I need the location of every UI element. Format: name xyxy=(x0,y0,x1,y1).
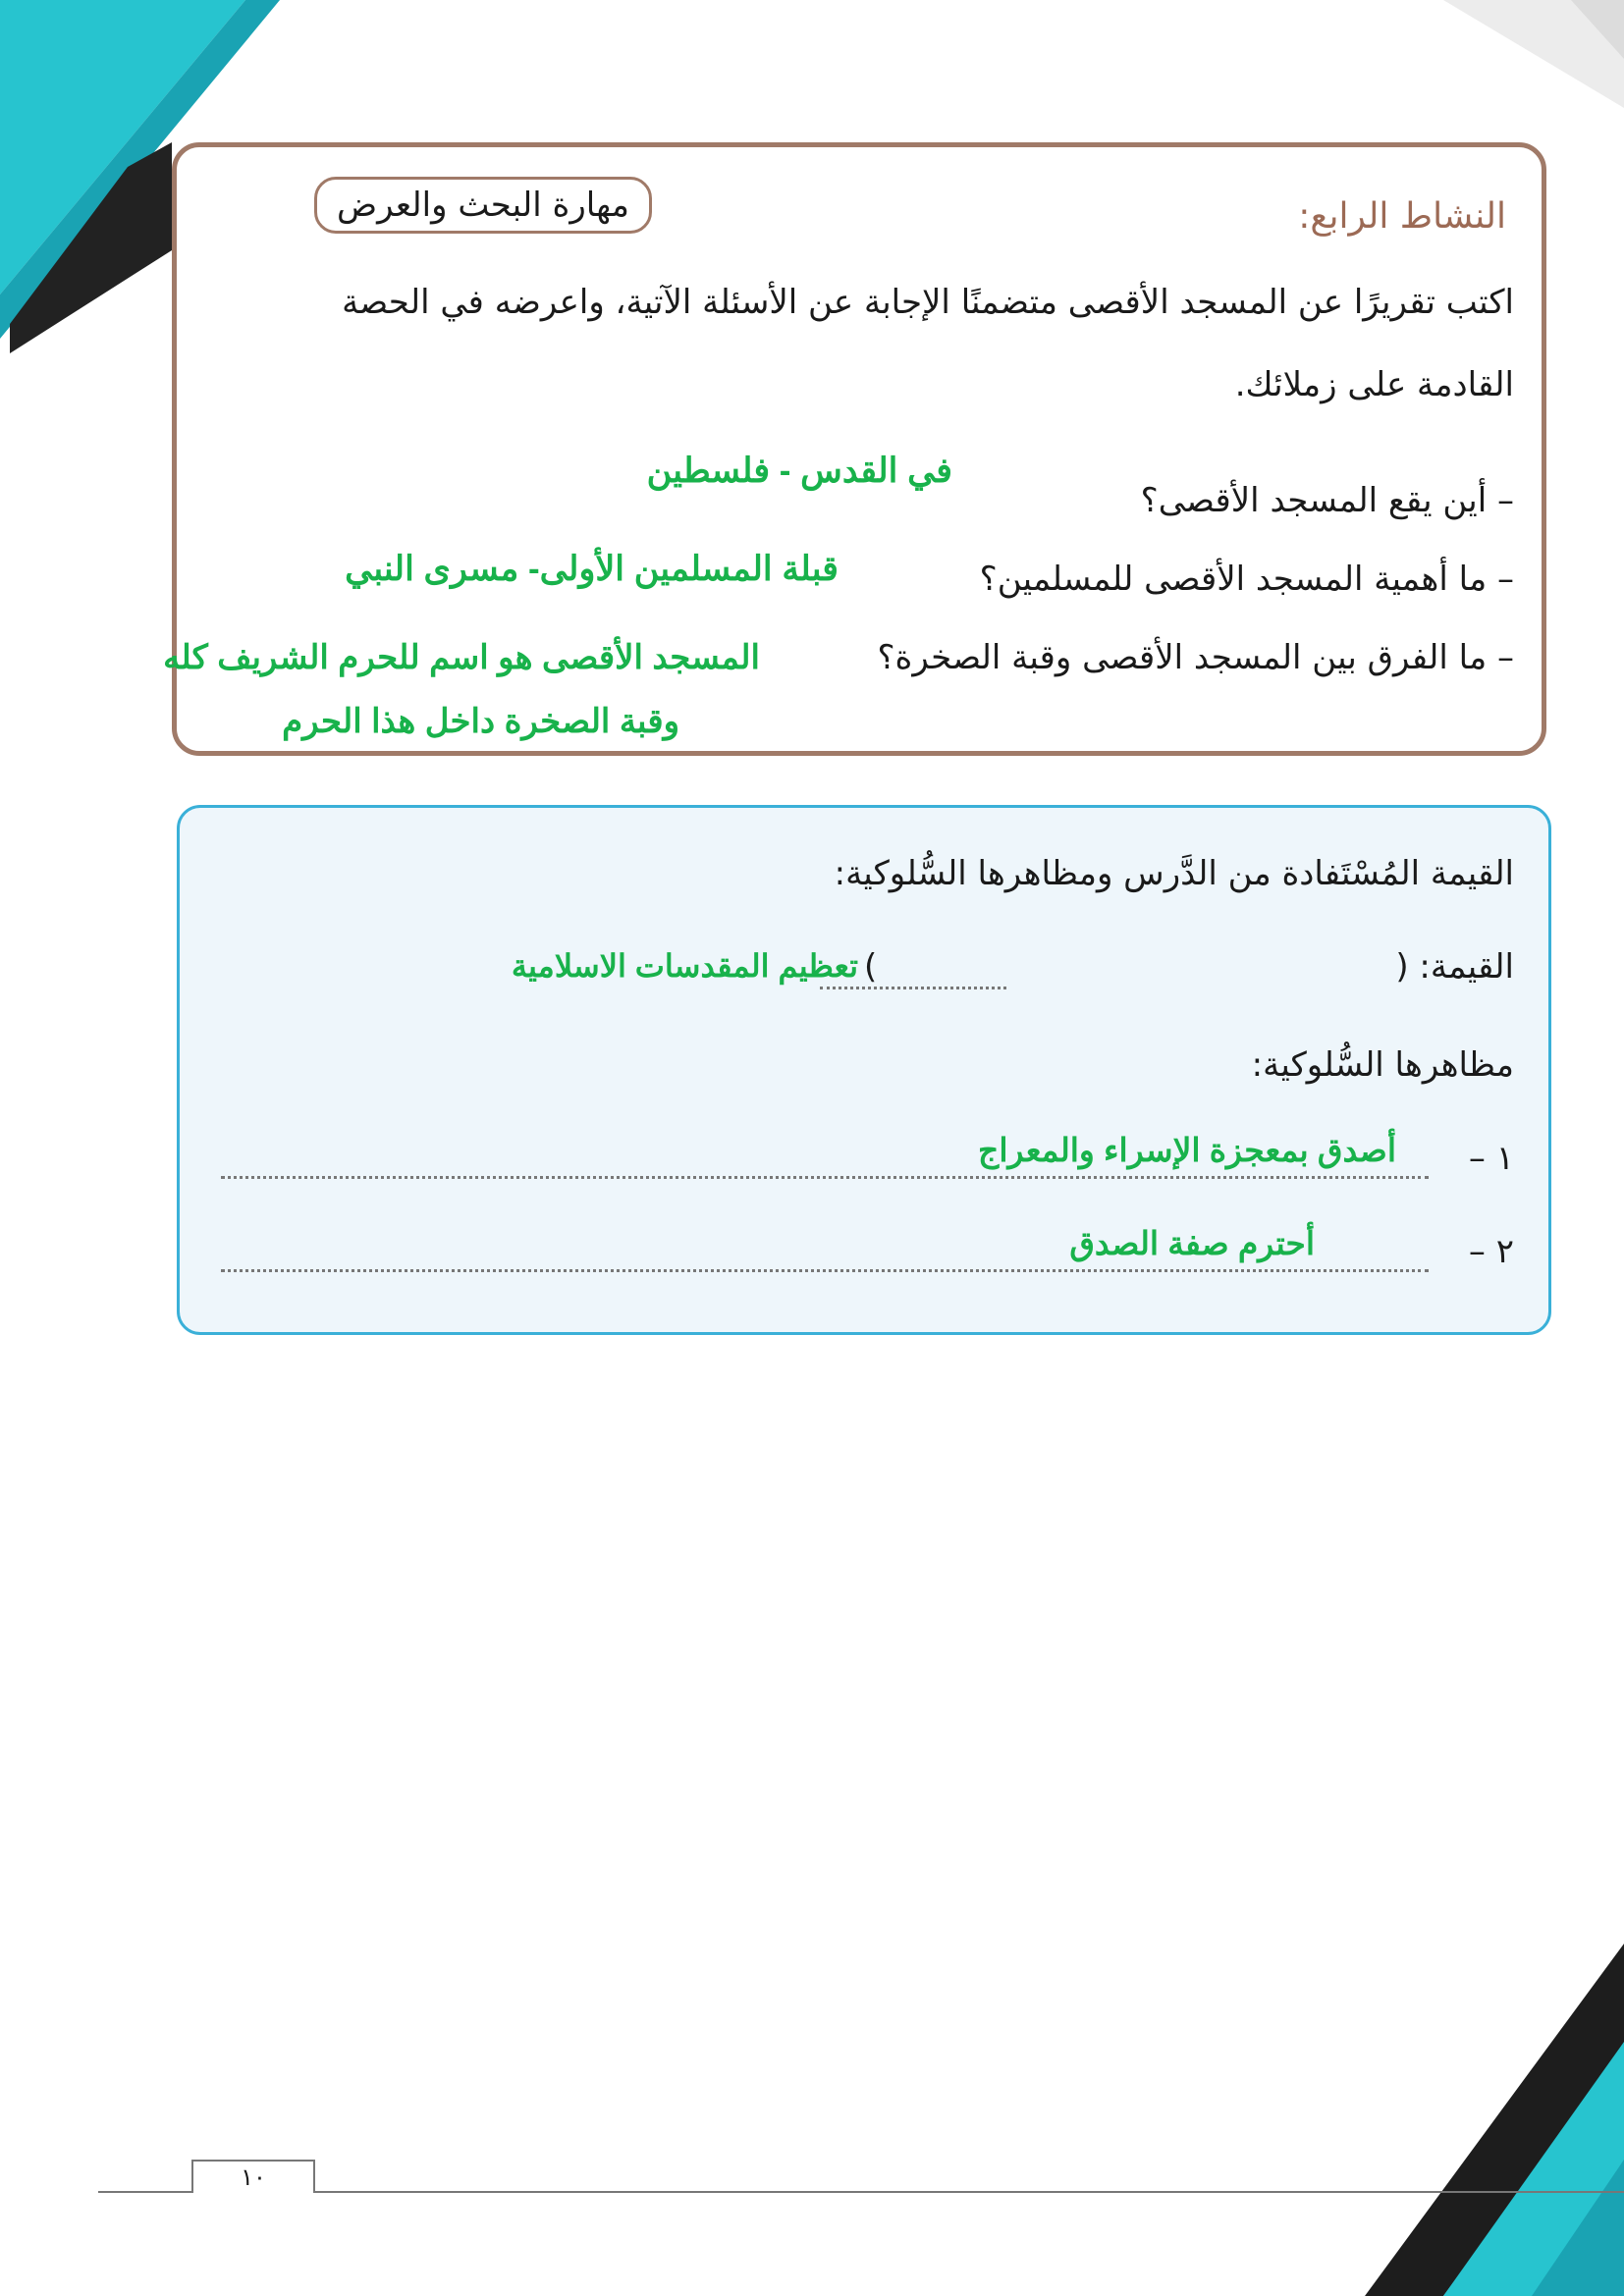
answer-3-line-2: وقبة الصخرة داخل هذا الحرم xyxy=(282,703,679,740)
value-dots xyxy=(820,987,1006,989)
behavior-1-dots xyxy=(221,1176,1429,1179)
question-2: – ما أهمية المسجد الأقصى للمسلمين؟ xyxy=(979,560,1514,599)
behavior-2-number: ٢ – xyxy=(1468,1232,1514,1271)
answer-3-line-1: المسجد الأقصى هو اسم للحرم الشريف كله xyxy=(163,639,760,676)
value-close: ) xyxy=(864,947,878,987)
behavior-1-answer: أصدق بمعجزة الإسراء والمعراج xyxy=(978,1132,1396,1168)
behavior-1-number: ١ – xyxy=(1468,1139,1514,1178)
value-label: القيمة: ( xyxy=(1395,947,1514,987)
instruction-line-2: القادمة على زملائك. xyxy=(1234,365,1514,404)
answer-2: قبلة المسلمين الأولى- مسرى النبي xyxy=(345,550,839,588)
skill-tag: مهارة البحث والعرض xyxy=(314,177,652,234)
page-number: ١٠ xyxy=(191,2160,315,2193)
behaviors-label: مظاهرها السُّلوكية: xyxy=(1251,1045,1514,1085)
values-heading: القيمة المُسْتَفادة من الدَّرس ومظاهرها السُّلوكية: xyxy=(834,854,1514,893)
activity-title: النشاط الرابع: xyxy=(1298,196,1506,237)
behavior-2-dots xyxy=(221,1269,1429,1272)
behavior-2-answer: أحترم صفة الصدق xyxy=(1069,1225,1315,1261)
question-1: – أين يقع المسجد الأقصى؟ xyxy=(1140,481,1514,520)
value-answer: تعظيم المقدسات الاسلامية xyxy=(511,948,858,984)
answer-1: في القدس - فلسطين xyxy=(646,452,952,490)
instruction-line-1: اكتب تقريرًا عن المسجد الأقصى متضمنًا الإجابة عن الأسئلة الآتية، واعرضه في الحصة xyxy=(342,283,1514,322)
question-3: – ما الفرق بين المسجد الأقصى وقبة الصخرة؟ xyxy=(877,638,1514,677)
footer-line xyxy=(98,2191,1624,2193)
